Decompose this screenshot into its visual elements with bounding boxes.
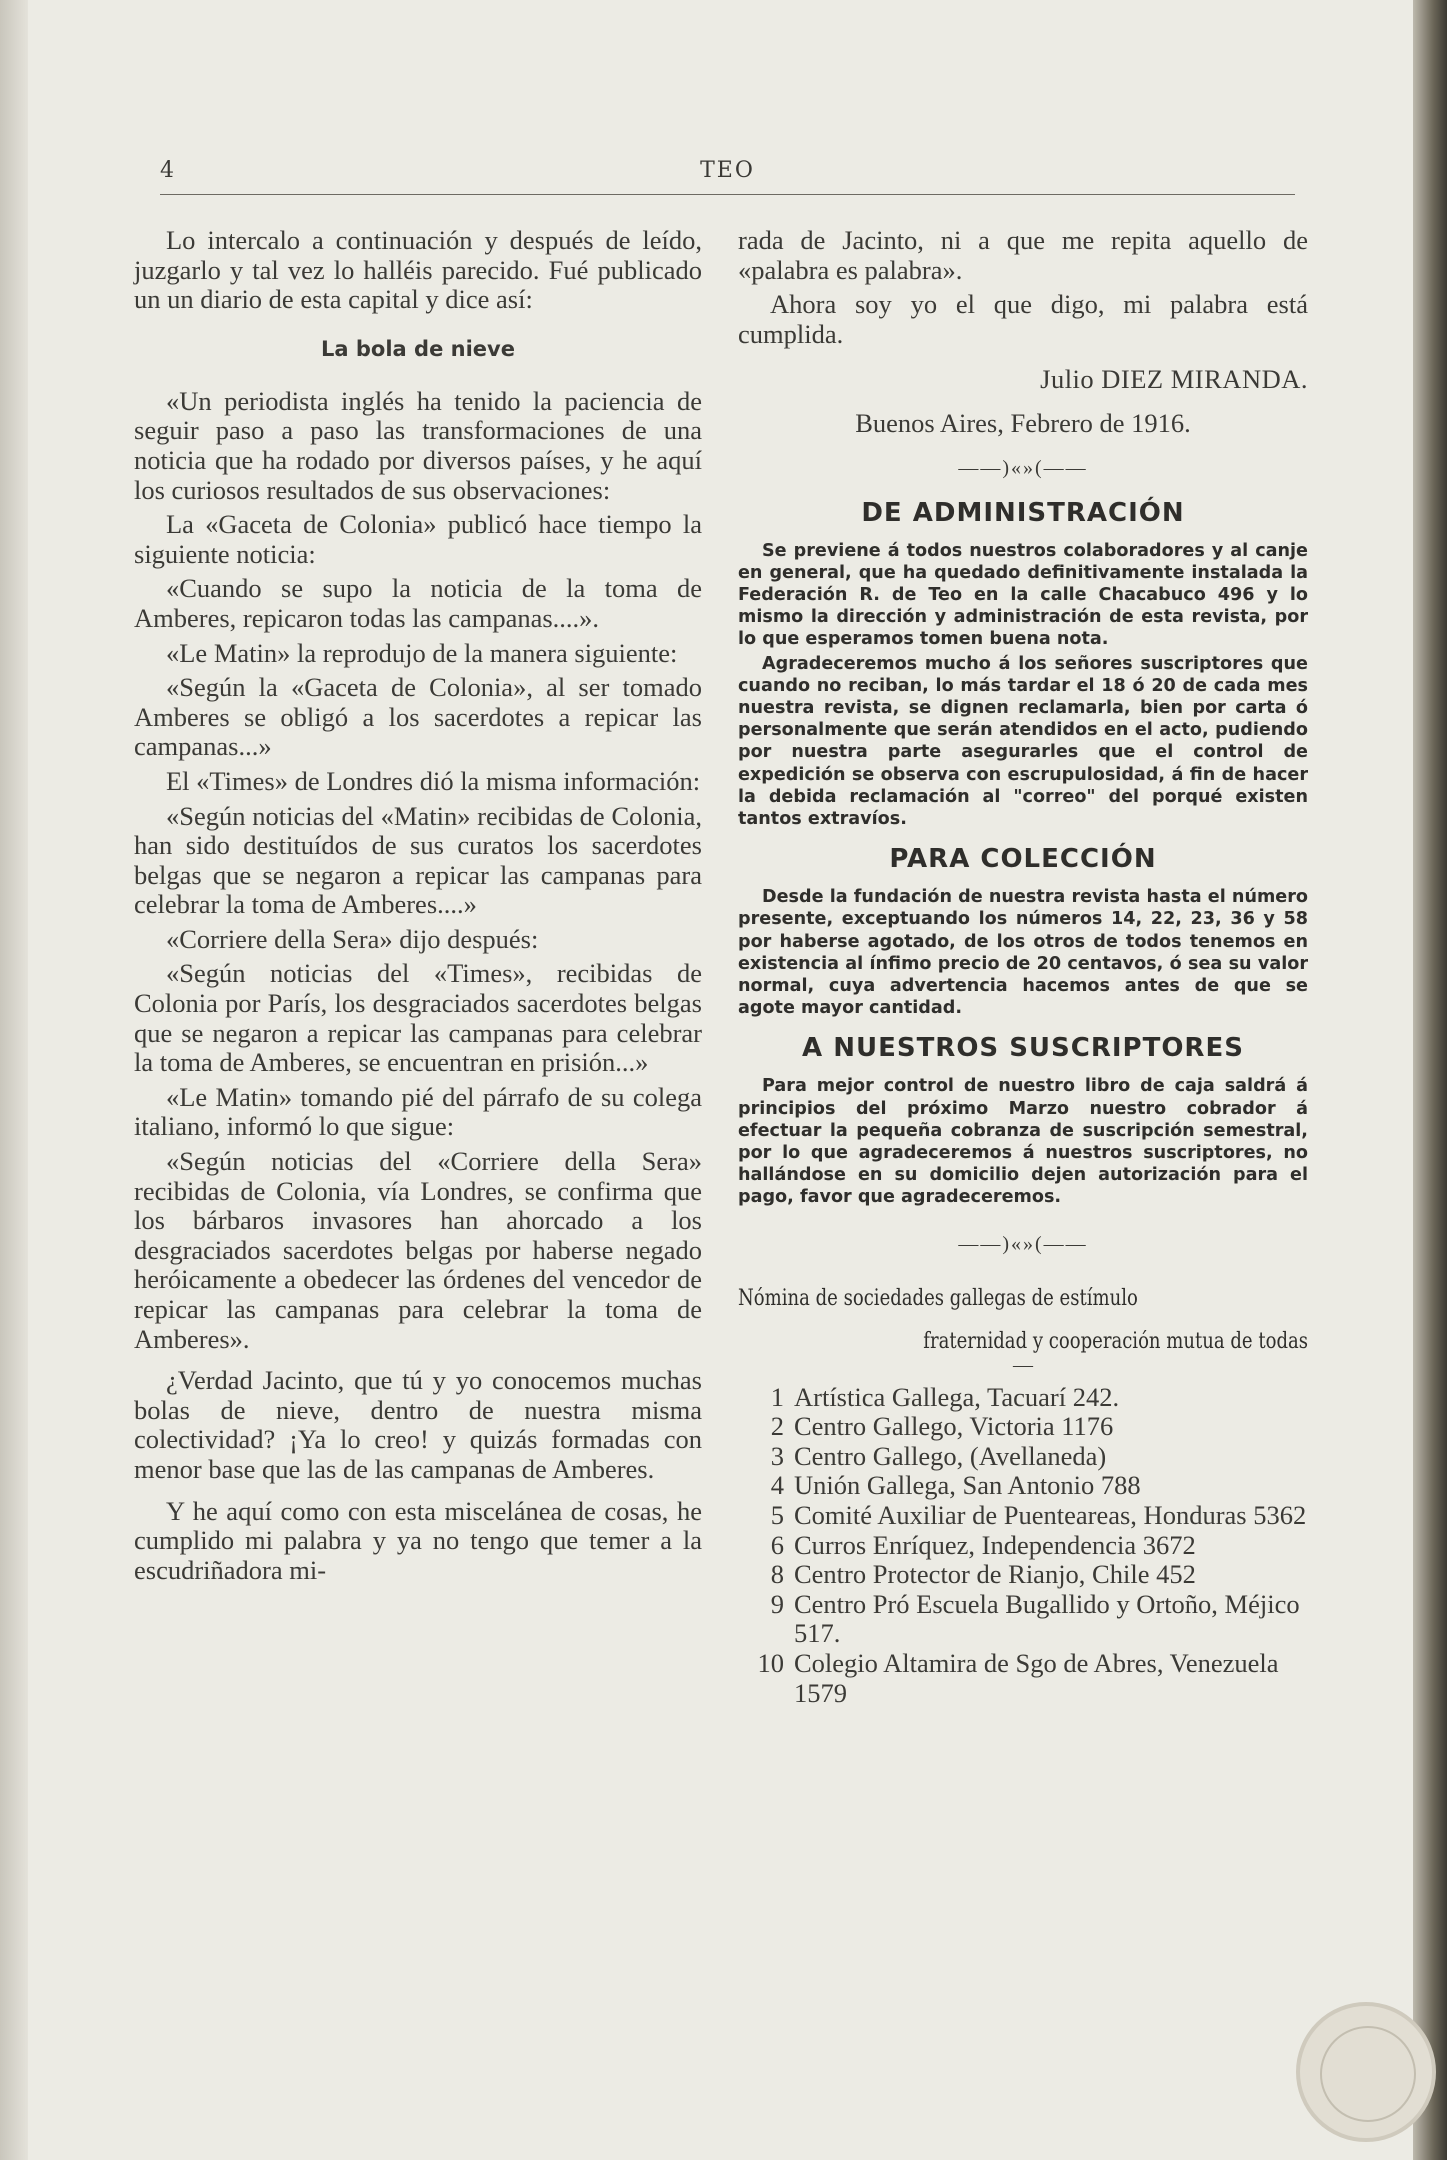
list-item <box>738 1590 1308 1649</box>
list-item <box>738 1531 1308 1561</box>
article-paragraph: «Según noticias del «Corriere della Sera» recibidas de Colonia, vía Londres, se confirma que los bárbaros invasores han ahorcado a los desgraciados sacerdotes belgas por haberse negado heróicamente a obedecer las órdenes del vencedor de repicar las campanas para celebrar la toma de Amberes». <box>134 1146 702 1354</box>
list-item <box>738 1560 1308 1590</box>
item-number: 4 <box>770 1470 784 1501</box>
academy-stamp-icon <box>1296 2002 1436 2142</box>
list-item <box>738 1649 1308 1708</box>
right-column <box>738 226 1308 1708</box>
item-text: Centro Protector de Rianjo, Chile 452 <box>794 1559 1196 1590</box>
article-paragraph: «Le Matin» tomando pié del párrafo de su colega italiano, informó lo que sigue: <box>134 1081 702 1142</box>
item-number: 6 <box>770 1529 784 1560</box>
place-date: Buenos Aires, Febrero de 1916. <box>855 407 1191 438</box>
nomina-title-line2: fraternidad y cooperación mutua de todas <box>923 1328 1308 1354</box>
item-number: 2 <box>770 1411 784 1442</box>
societies-list <box>738 1383 1308 1709</box>
admin-paragraph: Se previene á todos nuestros colaboradores y al canje en general, que ha quedado definitivamente instalada la Federación R. de Teo en la calle Chacabuco 496 y lo mismo la dirección y administración de esta revista, por lo que esperamos tomen buena nota. <box>738 540 1308 650</box>
author-signature: Julio DIEZ MIRANDA. <box>1040 364 1308 395</box>
item-text: Unión Gallega, San Antonio 788 <box>794 1470 1141 1501</box>
intro-paragraph: Lo intercalo a continuación y después de leído, juzgarlo y tal vez lo halléis parecido. Fué publicado un un diario de esta capital y dice así: <box>134 225 702 315</box>
suscriptores-heading: A NUESTROS SUSCRIPTORES <box>802 1033 1244 1064</box>
list-item <box>738 1442 1308 1472</box>
item-number: 10 <box>757 1647 784 1678</box>
article-paragraph: «Un periodista inglés ha tenido la paciencia de seguir paso a paso las transformaciones de una noticia que ha rodado por diversos países, y he aquí los curiosos resultados de sus observaciones: <box>134 385 702 505</box>
coleccion-heading: PARA COLECCIÓN <box>889 844 1157 875</box>
item-text: Centro Pró Escuela Bugallido y Ortoño, Méjico 517. <box>794 1588 1300 1649</box>
running-title: TEO <box>700 158 755 183</box>
article-heading: La bola de nieve <box>321 336 515 361</box>
suscriptores-paragraph: Para mejor control de nuestro libro de caja saldrá á principios del próximo Marzo nuestro cobrador á efectuar la pequeña cobranza de suscripción semestral, por lo que agradeceremos á nuestros suscriptores, no hallándose en su domicilio dejen autorización para el pago, favor que agradeceremos. <box>738 1076 1308 1208</box>
page-number: 4 <box>160 158 174 183</box>
article-paragraph: ¿Verdad Jacinto, que tú y yo conocemos muchas bolas de nieve, dentro de nuestra misma colectividad? ¡Ya lo creo! y quizás formadas con menor base que las de las campanas de Amberes. <box>134 1365 702 1484</box>
article-paragraph: «Le Matin» la reprodujo de la manera siguiente: <box>166 637 678 668</box>
item-number: 3 <box>770 1440 784 1471</box>
coleccion-paragraph: Desde la fundación de nuestra revista hasta el número presente, exceptuando los números 14, 22, 23, 36 y 58 por haberse agotado, de los otros de todos tenemos en existencia al ínfimo precio de 20 centavos, ó sea su valor normal, cuya advertencia hacemos antes de que se agote mayor cantidad. <box>738 887 1308 1019</box>
page-left-edge <box>0 0 28 2160</box>
closing-paragraph: Ahora soy yo el que digo, mi palabra está cumplida. <box>738 289 1308 349</box>
ornament-divider-2: ——)«»(—— <box>958 1232 1088 1255</box>
article-paragraph: «Según noticias del «Matin» recibidas de Colonia, han sido destituídos de sus curatos los sacerdotes belgas que se negaron a repicar las campanas para celebrar la toma de Amberes....» <box>134 800 702 920</box>
list-item <box>738 1383 1308 1413</box>
article-paragraph: «Según la «Gaceta de Colonia», al ser tomado Amberes se obligó a los sacerdotes a repicar las campanas...» <box>134 672 702 762</box>
stamp-inner-ring <box>1320 2026 1416 2122</box>
article-paragraph: La «Gaceta de Colonia» publicó hace tiempo la siguiente noticia: <box>134 509 702 569</box>
item-number: 5 <box>770 1500 784 1531</box>
left-column <box>134 226 702 1585</box>
item-text: Centro Gallego, Victoria 1176 <box>794 1411 1114 1442</box>
list-item <box>738 1501 1308 1531</box>
list-item <box>738 1471 1308 1501</box>
article-paragraph: «Según noticias del «Times», recibidas de Colonia por París, los desgraciados sacerdotes belgas que se negaron a repicar las campanas para celebrar la toma de Amberes, se encuentran en prisión...» <box>134 958 702 1078</box>
header-rule <box>160 194 1295 195</box>
article-paragraph: «Cuando se supo la noticia de la toma de Amberes, repicaron todas las campanas....». <box>134 573 702 633</box>
continuation-paragraph: rada de Jacinto, ni a que me repita aquello de «palabra es palabra». <box>738 225 1308 285</box>
item-number: 8 <box>770 1559 784 1590</box>
list-item <box>738 1412 1308 1442</box>
nomina-title-line1: Nómina de sociedades gallegas de estímulo <box>738 1285 1138 1311</box>
admin-paragraph: Agradeceremos mucho á los señores suscriptores que cuando no reciban, lo más tardar el 18 ó 20 de cada mes nuestra revista, se dignen reclamarla, bien por carta ó personalmente que serán atendidos en el acto, pudiendo por nuestra parte asegurarles que el control de expedición se observa con escrupulosidad, á fin de hacer la debida reclamación al "correo" del porqué existen tantos extravíos. <box>738 653 1308 829</box>
item-number: 1 <box>770 1381 784 1412</box>
item-text: Colegio Altamira de Sgo de Abres, Venezuela 1579 <box>794 1647 1279 1708</box>
item-text: Curros Enríquez, Independencia 3672 <box>794 1529 1196 1560</box>
item-number: 9 <box>770 1588 784 1619</box>
article-paragraph: «Corriere della Sera» dijo después: <box>166 923 539 954</box>
page-header <box>160 158 1295 194</box>
binding-gutter <box>1413 0 1447 2160</box>
item-text: Artística Gallega, Tacuarí 242. <box>794 1381 1120 1412</box>
item-text: Comité Auxiliar de Puenteareas, Honduras 5362 <box>794 1500 1307 1531</box>
item-text: Centro Gallego, (Avellaneda) <box>794 1440 1107 1471</box>
article-paragraph: Y he aquí como con esta miscelánea de cosas, he cumplido mi palabra y ya no tengo que temer a la escudriñadora mi- <box>134 1495 702 1585</box>
article-paragraph: El «Times» de Londres dió la misma información: <box>166 765 701 796</box>
nomina-dash: — <box>1013 1353 1033 1376</box>
admin-heading: DE ADMINISTRACIÓN <box>861 497 1185 528</box>
ornament-divider: ——)«»(—— <box>958 456 1088 479</box>
